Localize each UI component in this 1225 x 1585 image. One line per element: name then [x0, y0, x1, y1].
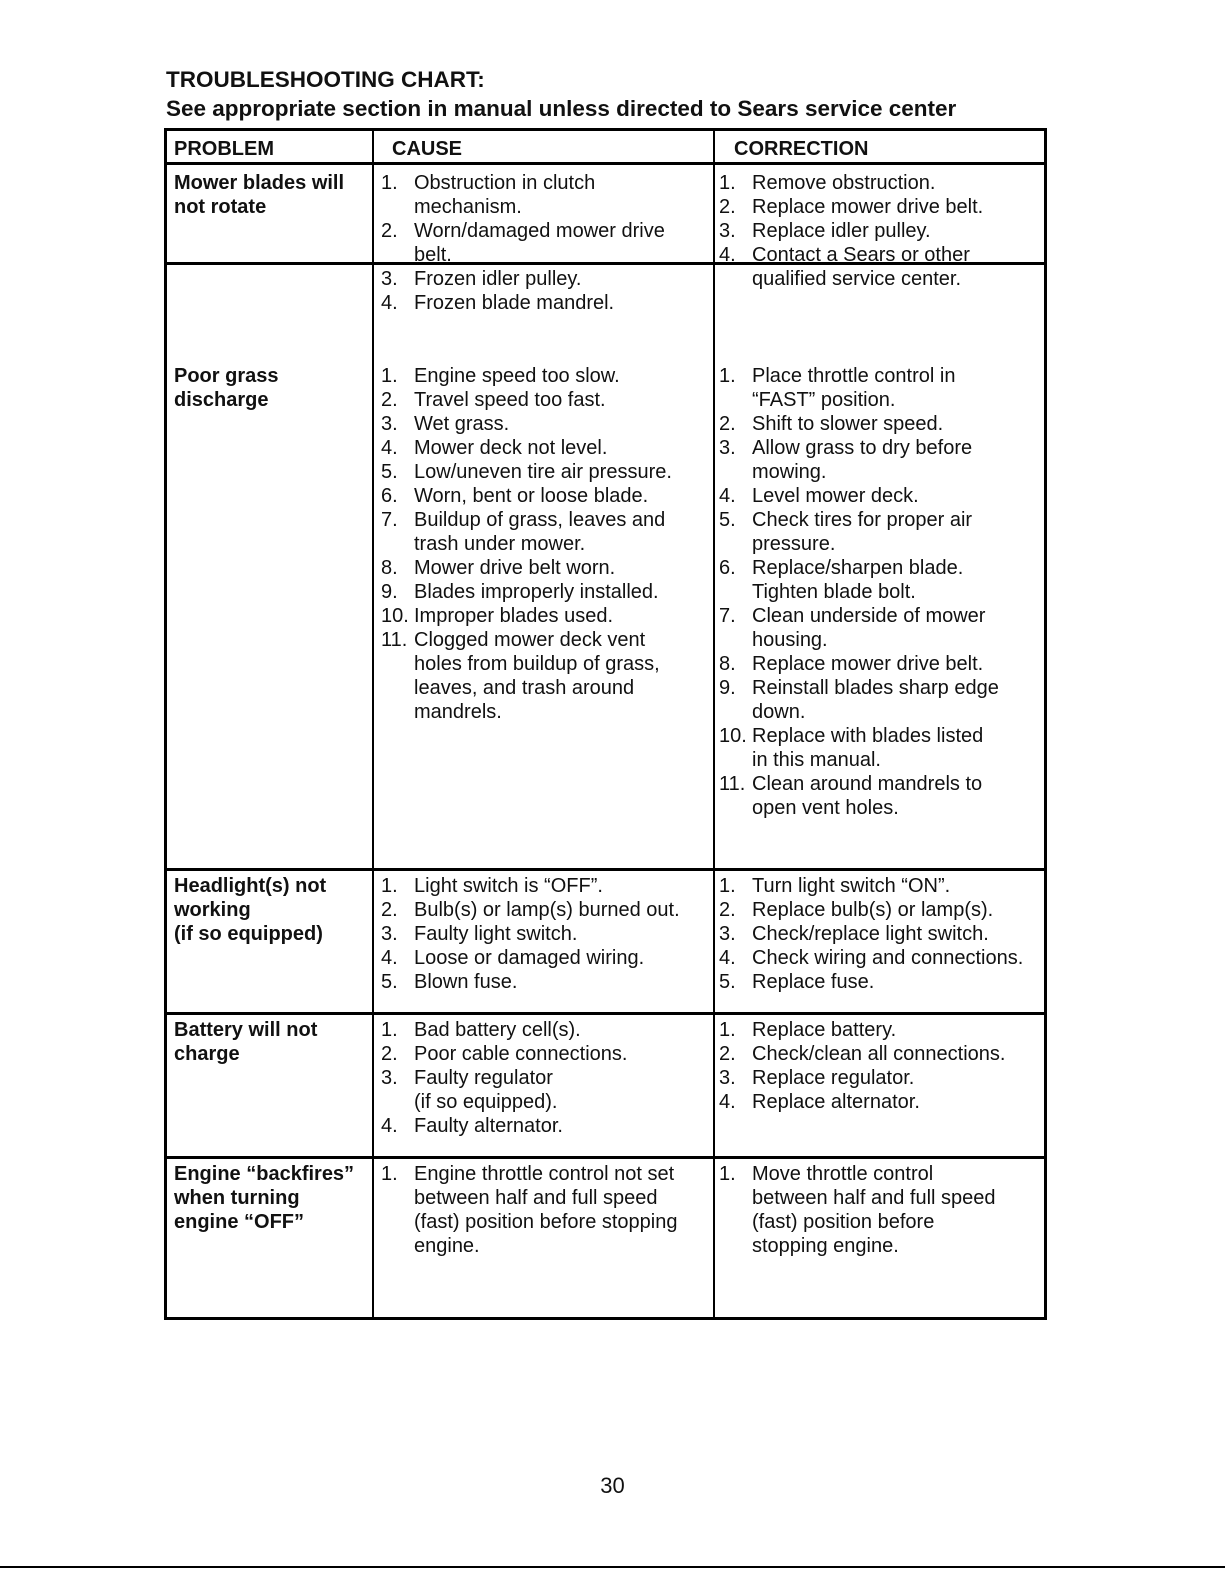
correction-number: 2. — [719, 196, 736, 218]
correction-number: 2. — [719, 1043, 736, 1065]
correction-item — [719, 652, 1044, 676]
troubleshooting-table — [164, 128, 1047, 1320]
cause-item — [381, 1066, 711, 1114]
cause-text: Improper blades used. — [414, 605, 614, 627]
cause-text: Poor cable connections. — [414, 1043, 628, 1065]
correction-text: Replace mower drive belt. — [752, 653, 984, 675]
cause-item — [381, 1162, 711, 1258]
cause-number: 2. — [381, 899, 398, 921]
cause-number: 4. — [381, 947, 398, 969]
correction-item — [719, 724, 1044, 772]
cause-text: Faulty alternator. — [414, 1115, 563, 1137]
cause-item — [381, 460, 711, 484]
cause-text: Frozen blade mandrel. — [414, 292, 615, 314]
correction-text: Move throttle control between half and full speed (fast) position before stopping engine. — [752, 1163, 996, 1257]
header-problem: PROBLEM — [174, 138, 274, 160]
correction-item — [719, 243, 1044, 291]
cause-text: Clogged mower deck vent holes from buildup of grass, leaves, and trash around mandrels. — [414, 629, 660, 723]
correction-number: 4. — [719, 947, 736, 969]
correction-text: Contact a Sears or other qualified service center. — [752, 244, 970, 290]
cause-item — [381, 1042, 711, 1066]
cause-text: Bad battery cell(s). — [414, 1019, 581, 1041]
cause-text: Faulty light switch. — [414, 923, 578, 945]
cause-text: Buildup of grass, leaves and trash under mower. — [414, 509, 666, 555]
cause-item — [381, 388, 711, 412]
cause-number: 9. — [381, 581, 398, 603]
cause-number: 2. — [381, 389, 398, 411]
correction-text: Turn light switch “ON”. — [752, 875, 951, 897]
correction-number: 3. — [719, 923, 736, 945]
cause-number: 1. — [381, 365, 398, 387]
correction-text: Check/replace light switch. — [752, 923, 989, 945]
cause-number: 10. — [381, 605, 409, 627]
cause-text: Travel speed too fast. — [414, 389, 606, 411]
cause-item — [381, 1114, 711, 1138]
correction-text: Clean around mandrels to open vent holes. — [752, 773, 983, 819]
correction-item — [719, 898, 1044, 922]
cause-number: 8. — [381, 557, 398, 579]
problem-cell: Headlight(s) not working (if so equipped) — [174, 875, 327, 945]
cause-item — [381, 436, 711, 460]
cause-number: 11. — [381, 629, 408, 651]
correction-item — [719, 922, 1044, 946]
correction-text: Replace fuse. — [752, 971, 875, 993]
column-divider — [372, 131, 374, 1317]
cause-text: Wet grass. — [414, 413, 510, 435]
cause-item — [381, 946, 711, 970]
correction-number: 1. — [719, 365, 736, 387]
correction-item — [719, 1066, 1044, 1090]
cause-list — [381, 364, 711, 724]
cause-text: Loose or damaged wiring. — [414, 947, 645, 969]
cause-number: 6. — [381, 485, 398, 507]
correction-number: 2. — [719, 899, 736, 921]
cause-number: 1. — [381, 1163, 398, 1185]
correction-list — [719, 1018, 1044, 1114]
correction-item — [719, 436, 1044, 484]
correction-text: Reinstall blades sharp edge down. — [752, 677, 999, 723]
correction-number: 1. — [719, 1019, 736, 1041]
cause-text: Mower deck not level. — [414, 437, 608, 459]
correction-text: Replace/sharpen blade. Tighten blade bolt. — [752, 557, 964, 603]
cause-text: Blades improperly installed. — [414, 581, 659, 603]
cause-number: 3. — [381, 413, 398, 435]
cause-number: 2. — [381, 1043, 398, 1065]
correction-item — [719, 508, 1044, 556]
cause-item — [381, 874, 711, 898]
header-cause: CAUSE — [392, 138, 463, 160]
correction-text: Remove obstruction. — [752, 172, 936, 194]
cause-number: 5. — [381, 461, 398, 483]
bottom-rule — [0, 1566, 1225, 1568]
cause-item — [381, 171, 711, 219]
problem-cell: Poor grass discharge — [174, 365, 279, 411]
cause-number: 3. — [381, 268, 398, 290]
page-subtitle: See appropriate section in manual unless directed to Sears service center — [166, 96, 957, 121]
cause-number: 1. — [381, 875, 398, 897]
cause-item — [381, 508, 711, 556]
cause-number: 2. — [381, 220, 398, 242]
correction-item — [719, 219, 1044, 243]
cause-text: Bulb(s) or lamp(s) burned out. — [414, 899, 680, 921]
correction-text: Allow grass to dry before mowing. — [752, 437, 973, 483]
correction-text: Clean underside of mower housing. — [752, 605, 986, 651]
correction-list — [719, 364, 1044, 820]
correction-number: 3. — [719, 220, 736, 242]
cause-number: 1. — [381, 1019, 398, 1041]
correction-number: 2. — [719, 413, 736, 435]
correction-number: 1. — [719, 1163, 736, 1185]
correction-number: 7. — [719, 605, 736, 627]
problem-cell: Engine “backfires” when turning engine “OFF” — [174, 1163, 355, 1233]
correction-item — [719, 970, 1044, 994]
correction-list — [719, 1162, 1044, 1258]
correction-list — [719, 171, 1044, 291]
correction-text: Level mower deck. — [752, 485, 919, 507]
cause-text: Low/uneven tire air pressure. — [414, 461, 672, 483]
correction-item — [719, 556, 1044, 604]
correction-number: 10. — [719, 725, 747, 747]
cause-item — [381, 604, 711, 628]
cause-text: Frozen idler pulley. — [414, 268, 582, 290]
correction-text: Replace with blades listed in this manual. — [752, 725, 984, 771]
correction-text: Place throttle control in “FAST” position. — [752, 365, 956, 411]
cause-number: 4. — [381, 1115, 398, 1137]
correction-item — [719, 1042, 1044, 1066]
cause-item — [381, 364, 711, 388]
correction-number: 3. — [719, 1067, 736, 1089]
correction-number: 3. — [719, 437, 736, 459]
header-correction: CORRECTION — [734, 138, 869, 160]
cause-text: Mower drive belt worn. — [414, 557, 616, 579]
correction-text: Replace battery. — [752, 1019, 897, 1041]
cause-number: 5. — [381, 971, 398, 993]
correction-item — [719, 874, 1044, 898]
cause-list — [381, 874, 711, 994]
correction-text: Replace regulator. — [752, 1067, 915, 1089]
cause-item — [381, 898, 711, 922]
cause-item — [381, 556, 711, 580]
cause-item — [381, 219, 711, 267]
correction-text: Replace mower drive belt. — [752, 196, 984, 218]
correction-text: Replace bulb(s) or lamp(s). — [752, 899, 994, 921]
correction-text: Check/clean all connections. — [752, 1043, 1006, 1065]
page-title: TROUBLESHOOTING CHART: — [166, 67, 485, 92]
correction-text: Check tires for proper air pressure. — [752, 509, 973, 555]
row-divider — [167, 868, 1044, 871]
cause-item — [381, 267, 711, 291]
cause-list — [381, 1018, 711, 1138]
cause-item — [381, 970, 711, 994]
cause-number: 7. — [381, 509, 398, 531]
cause-text: Worn, bent or loose blade. — [414, 485, 649, 507]
cause-text: Faulty regulator (if so equipped). — [414, 1067, 558, 1113]
header-divider — [167, 162, 1044, 165]
cause-number: 3. — [381, 1067, 398, 1089]
correction-item — [719, 412, 1044, 436]
cause-number: 4. — [381, 437, 398, 459]
correction-text: Replace idler pulley. — [752, 220, 931, 242]
cause-item — [381, 922, 711, 946]
cause-item — [381, 1018, 711, 1042]
correction-number: 1. — [719, 172, 736, 194]
correction-item — [719, 364, 1044, 412]
cause-text: Light switch is “OFF”. — [414, 875, 603, 897]
cause-item — [381, 412, 711, 436]
correction-item — [719, 1090, 1044, 1114]
page-number: 30 — [600, 1473, 625, 1498]
cause-text: Blown fuse. — [414, 971, 518, 993]
row-divider — [167, 1012, 1044, 1015]
correction-item — [719, 946, 1044, 970]
correction-text: Shift to slower speed. — [752, 413, 944, 435]
correction-text: Replace alternator. — [752, 1091, 920, 1113]
cause-list — [381, 171, 711, 315]
cause-item — [381, 580, 711, 604]
column-divider — [713, 131, 715, 1317]
correction-number: 6. — [719, 557, 736, 579]
correction-item — [719, 484, 1044, 508]
correction-item — [719, 1162, 1044, 1258]
correction-number: 1. — [719, 875, 736, 897]
correction-number: 5. — [719, 509, 736, 531]
correction-number: 4. — [719, 485, 736, 507]
correction-item — [719, 772, 1044, 820]
cause-text: Worn/damaged mower drive belt. — [414, 220, 665, 266]
correction-number: 8. — [719, 653, 736, 675]
correction-item — [719, 1018, 1044, 1042]
correction-text: Check wiring and connections. — [752, 947, 1024, 969]
correction-item — [719, 676, 1044, 724]
correction-number: 9. — [719, 677, 736, 699]
row-divider — [167, 1156, 1044, 1159]
problem-cell: Mower blades will not rotate — [174, 172, 345, 218]
correction-number: 11. — [719, 773, 746, 795]
correction-number: 4. — [719, 1091, 736, 1113]
cause-number: 4. — [381, 292, 398, 314]
cause-list — [381, 1162, 711, 1258]
correction-list — [719, 874, 1044, 994]
cause-item — [381, 291, 711, 315]
correction-number: 4. — [719, 244, 736, 266]
correction-number: 5. — [719, 971, 736, 993]
correction-item — [719, 171, 1044, 195]
correction-item — [719, 195, 1044, 219]
cause-number: 1. — [381, 172, 398, 194]
cause-item — [381, 628, 711, 724]
correction-item — [719, 604, 1044, 652]
cause-number: 3. — [381, 923, 398, 945]
cause-text: Engine speed too slow. — [414, 365, 620, 387]
problem-cell: Battery will not charge — [174, 1019, 318, 1065]
cause-text: Obstruction in clutch mechanism. — [414, 172, 596, 218]
cause-text: Engine throttle control not set between half and full speed (fast) position before stopping engine. — [414, 1163, 678, 1257]
cause-item — [381, 484, 711, 508]
